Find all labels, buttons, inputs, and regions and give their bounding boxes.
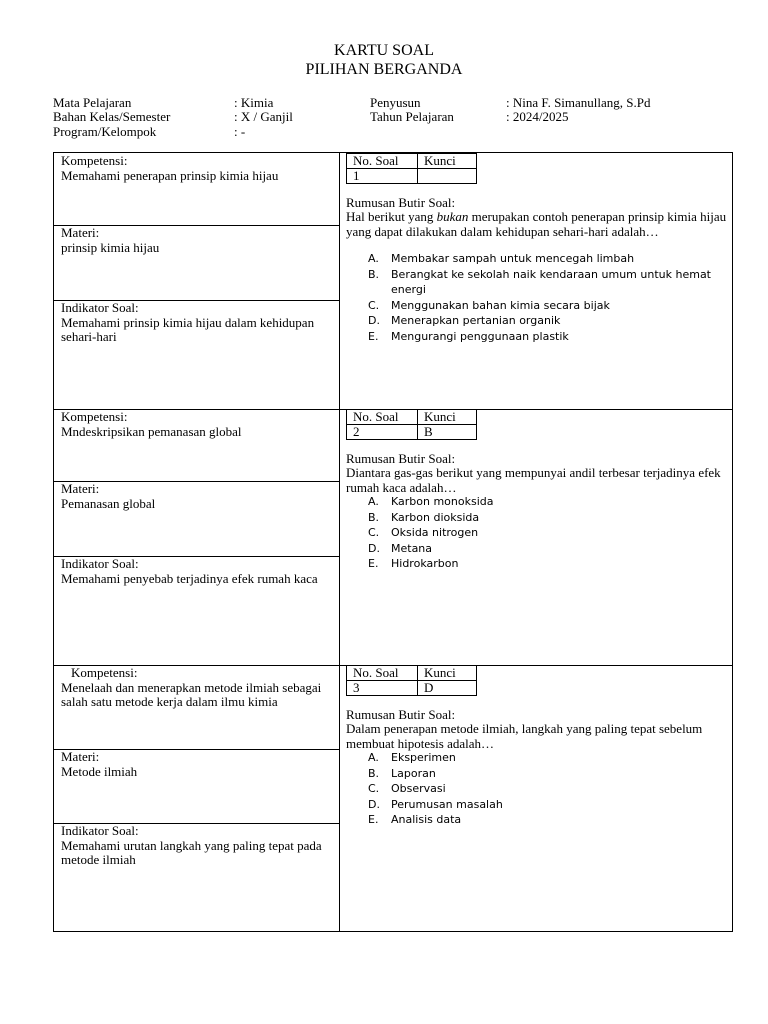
- materi-cell: [61, 226, 333, 255]
- penyusun-value: : Nina F. Simanullang, S.Pd: [506, 95, 651, 110]
- option-text: Oksida nitrogen: [391, 526, 479, 539]
- option-letter: D.: [368, 797, 380, 811]
- indikator-label: Indikator Soal:: [61, 300, 139, 315]
- question-stem: [346, 466, 731, 495]
- materi-cell: [61, 482, 333, 511]
- no-soal-value: 2: [347, 425, 418, 440]
- option-item: [368, 329, 728, 345]
- option-item: [368, 797, 728, 813]
- no-soal-header: No. Soal: [347, 666, 418, 681]
- program-label: Program/Kelompok: [53, 124, 157, 139]
- kunci-value: D: [418, 681, 477, 696]
- option-item: [368, 510, 728, 526]
- indikator-label: Indikator Soal:: [61, 556, 139, 571]
- no-soal-value: 1: [347, 169, 418, 184]
- option-text: Hidrokarbon: [391, 557, 459, 570]
- option-item: [368, 781, 728, 797]
- bahan-kelas-label: Bahan Kelas/Semester: [53, 109, 171, 124]
- stem-after: merupakan contoh penerapan prinsip kimia hijau yang dapat dilakukan dalam kehidupan sehari-hari adalah…: [346, 209, 727, 239]
- kunci-header: Kunci: [418, 154, 477, 169]
- indikator-cell: [61, 824, 333, 868]
- option-letter: E.: [368, 813, 379, 826]
- soal-kunci-table: [346, 665, 477, 696]
- option-item: [368, 313, 728, 329]
- materi-cell: [61, 750, 333, 779]
- stem-emphasis: bukan: [436, 209, 469, 224]
- mata-pelajaran-label: Mata Pelajaran: [53, 95, 132, 110]
- option-letter: A.: [368, 495, 379, 508]
- materi-label: Materi:: [61, 481, 100, 496]
- stem-before: Hal berikut yang: [346, 209, 437, 224]
- option-item: [368, 750, 728, 766]
- kompetensi-cell: [61, 154, 333, 183]
- option-letter: A.: [368, 252, 379, 265]
- stem-before: Dalam penerapan metode ilmiah, langkah yang paling tepat sebelum membuat hipotesis adalah…: [346, 721, 703, 751]
- kompetensi-cell: [61, 666, 333, 710]
- kompetensi-text: Memahami penerapan prinsip kimia hijau: [61, 167, 279, 183]
- option-text: Laporan: [391, 766, 436, 780]
- kompetensi-text: Mndeskripsikan pemanasan global: [61, 423, 242, 439]
- option-letter: B.: [368, 766, 380, 780]
- no-soal-header: No. Soal: [347, 154, 418, 169]
- option-item: [368, 251, 728, 267]
- kompetensi-text: Menelaah dan menerapkan metode ilmiah sebagai salah satu metode kerja dalam ilmu kimia: [61, 679, 322, 709]
- option-text: Observasi: [391, 782, 446, 795]
- bahan-kelas-value: : X / Ganjil: [234, 109, 293, 124]
- option-letter: D.: [368, 541, 380, 555]
- options-list: [368, 494, 728, 572]
- stem-before: Diantara gas-gas berikut yang mempunyai andil terbesar terjadinya efek rumah kaca adalah…: [346, 465, 721, 495]
- soal-kunci-table: [346, 409, 477, 440]
- option-letter: B.: [368, 510, 380, 524]
- question-grid: [53, 152, 733, 932]
- materi-text: Pemanasan global: [61, 495, 156, 511]
- option-letter: A.: [368, 751, 379, 764]
- materi-label: Materi:: [61, 225, 100, 240]
- indikator-text: Memahami penyebab terjadinya efek rumah kaca: [61, 570, 318, 586]
- option-text: Menerapkan pertanian organik: [391, 314, 561, 327]
- option-text: Karbon dioksida: [391, 510, 480, 524]
- indikator-label: Indikator Soal:: [61, 823, 139, 838]
- no-soal-value: 3: [347, 681, 418, 696]
- option-text: Mengurangi penggunaan plastik: [391, 329, 569, 343]
- option-item: [368, 494, 728, 510]
- option-item: [368, 766, 728, 782]
- option-letter: C.: [368, 526, 380, 539]
- rumusan-label: Rumusan Butir Soal:: [346, 451, 456, 466]
- option-item: [368, 525, 728, 541]
- option-item: [368, 556, 728, 572]
- rumusan-label: Rumusan Butir Soal:: [346, 707, 456, 722]
- kunci-value: B: [418, 425, 477, 440]
- indikator-cell: [61, 557, 333, 586]
- column-divider: [339, 153, 340, 931]
- kompetensi-label: Kompetensi:: [71, 665, 138, 680]
- program-value: : -: [234, 124, 246, 139]
- question-stem: [346, 722, 731, 751]
- option-letter: B.: [368, 267, 380, 281]
- option-text: Menggunakan bahan kimia secara bijak: [391, 298, 610, 312]
- option-item: [368, 541, 728, 557]
- tahun-label: Tahun Pelajaran: [370, 109, 454, 124]
- rumusan-label: Rumusan Butir Soal:: [346, 195, 456, 210]
- option-text: Metana: [391, 541, 433, 555]
- option-letter: D.: [368, 314, 380, 327]
- option-letter: C.: [368, 782, 380, 795]
- option-item: [368, 812, 728, 828]
- options-list: [368, 251, 728, 344]
- kompetensi-cell: [61, 410, 333, 439]
- kompetensi-label: Kompetensi:: [61, 153, 128, 168]
- kunci-header: Kunci: [418, 410, 477, 425]
- option-letter: E.: [368, 329, 379, 343]
- kunci-value: [418, 169, 477, 184]
- no-soal-header: No. Soal: [347, 410, 418, 425]
- indikator-cell: [61, 301, 333, 345]
- mata-pelajaran-value: : Kimia: [234, 95, 274, 110]
- option-text: Perumusan masalah: [391, 797, 503, 811]
- option-item: [368, 267, 728, 298]
- document-subtitle: PILIHAN BERGANDA: [305, 61, 463, 78]
- document-title: KARTU SOAL: [334, 42, 434, 59]
- materi-label: Materi:: [61, 749, 100, 764]
- question-stem: [346, 210, 731, 239]
- option-text: Karbon monoksida: [391, 495, 494, 508]
- kunci-header: Kunci: [418, 666, 477, 681]
- indikator-text: Memahami prinsip kimia hijau dalam kehidupan sehari-hari: [61, 314, 315, 344]
- option-text: Eksperimen: [391, 751, 456, 764]
- materi-text: prinsip kimia hijau: [61, 239, 160, 255]
- option-item: [368, 298, 728, 314]
- option-letter: C.: [368, 298, 380, 312]
- option-text: Berangkat ke sekolah naik kendaraan umum untuk hemat energi: [391, 267, 711, 296]
- options-list: [368, 750, 728, 828]
- materi-text: Metode ilmiah: [61, 763, 138, 779]
- kompetensi-label: Kompetensi:: [61, 409, 128, 424]
- penyusun-label: Penyusun: [370, 95, 421, 110]
- tahun-value: : 2024/2025: [506, 109, 569, 124]
- option-letter: E.: [368, 557, 379, 570]
- option-text: Analisis data: [391, 813, 462, 826]
- soal-kunci-table: [346, 153, 477, 184]
- indikator-text: Memahami urutan langkah yang paling tepat pada metode ilmiah: [61, 837, 322, 867]
- option-text: Membakar sampah untuk mencegah limbah: [391, 252, 635, 265]
